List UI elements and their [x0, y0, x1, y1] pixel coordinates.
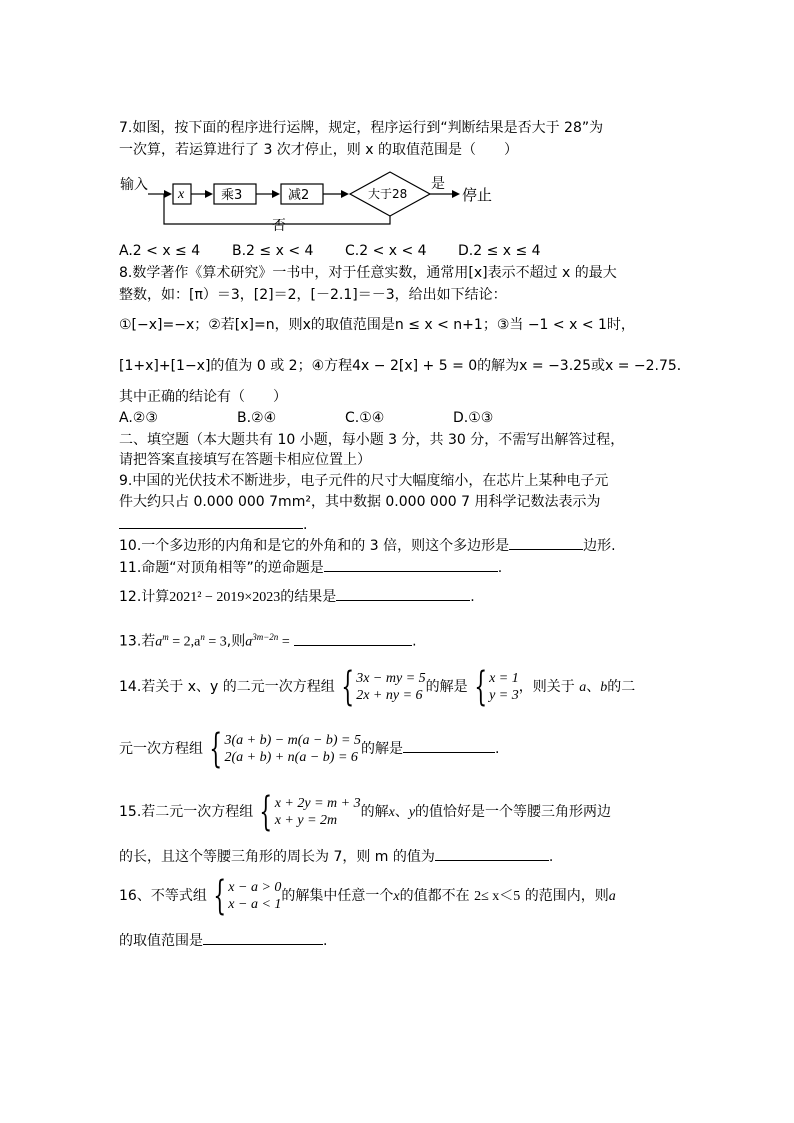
q7-option-d[interactable]: D.2 ≤ x ≤ 4 — [458, 243, 541, 259]
q14-system1: { 3x − my = 5 2x + ny = 6 — [341, 664, 426, 710]
q14-answer-blank[interactable] — [403, 738, 495, 753]
section2-line2: 请把答案直接填写在答题卡相应位置上） — [119, 452, 371, 468]
flow-no-label: 否 — [272, 218, 286, 232]
q16-mid: 的解集中任意一个 — [281, 888, 394, 904]
q16-answer-blank[interactable] — [203, 930, 323, 945]
q16-range: 2≤ x＜5 — [474, 889, 521, 904]
q10-tail: 边形. — [583, 538, 616, 554]
q15-sep: 、 — [394, 804, 409, 820]
q9-line1: 9.中国的光伏技术不断进步，电子元件的尺寸大幅度缩小，在芯片上某种电子元 — [119, 473, 609, 489]
q15-end: . — [548, 849, 554, 865]
q12-text: 12.计算 — [119, 589, 170, 605]
flow-stop-label: 停止 — [462, 186, 493, 204]
q7-option-a[interactable]: A.2 < x ≤ 4 — [119, 243, 201, 259]
q12-tail: . — [470, 589, 475, 605]
q15-line1 — [119, 789, 612, 835]
q15-sys-eq2: x + y = 2m — [274, 813, 338, 828]
flow-x-label: x — [178, 187, 185, 202]
q15-text: 15.若二元一次方程组 — [119, 804, 254, 820]
q12-expr: 2021² − 2019×2023 — [169, 590, 281, 605]
q14-solution: { x = 1 y = 3 — [474, 664, 519, 710]
q15-answer-blank[interactable] — [435, 846, 549, 861]
q16-system: { x − a > 0 x − a < 1 — [213, 873, 282, 919]
q16-x: x — [393, 889, 400, 904]
q13-sup1: m — [162, 632, 169, 642]
q11-tail: . — [497, 560, 503, 576]
q15-system: { x + 2y = m + 3 x + y = 2m — [259, 789, 361, 835]
q16-line2 — [119, 930, 327, 951]
q10-line — [119, 535, 616, 556]
q8-line4: [1+x]+[1−x]的值为 0 或 2；④方程4x − 2[x] + 5 = 0的解为x = −3.25或x = −2.75． — [119, 358, 691, 374]
q14-line1 — [119, 664, 636, 710]
q14-sol-x: x = 1 — [489, 671, 519, 686]
q16-mid2: 的值都不在 — [399, 888, 470, 904]
q16-a: a — [608, 889, 616, 904]
q8-options — [119, 408, 493, 428]
q13-tail: . — [412, 633, 417, 650]
q8-option-c[interactable]: C.①④ — [345, 410, 385, 426]
q11-line — [119, 557, 502, 578]
q14-tail1: ，则关于 — [518, 679, 575, 695]
q8-line5: 其中正确的结论有（ ） — [119, 389, 287, 405]
q13-expr1: a — [155, 634, 163, 650]
q9-answer-line — [119, 514, 307, 535]
q13-mid: ,则 — [226, 633, 246, 650]
flow-judge-label: 大于28 — [368, 187, 408, 201]
q12-answer-blank[interactable] — [336, 586, 470, 601]
q14-sys2-eq1: 3(a + b) − m(a − b) = 5 — [224, 733, 362, 748]
q8-option-d[interactable]: D.①③ — [453, 410, 494, 426]
q14-sep: 、 — [586, 679, 601, 695]
q13-expr2: = 2,a — [168, 634, 201, 650]
section2-line1: 二、填空题（本大题共有 10 小题，每小题 3 分，共 30 分，不需写出解答过程， — [119, 432, 625, 448]
q15-mid: 的解 — [360, 804, 389, 820]
q10-answer-blank[interactable] — [509, 535, 583, 550]
q14-a: a — [579, 680, 587, 695]
q16-end: . — [323, 933, 328, 949]
q13-line — [119, 627, 417, 653]
q11-text: 11.命题“对顶角相等”的逆命题是 — [119, 560, 324, 576]
q7-option-b[interactable]: B.2 ≤ x < 4 — [232, 243, 314, 259]
q16-tail: 的范围内，则 — [524, 888, 609, 904]
q14-b: b — [600, 680, 608, 695]
q15-y: y — [408, 805, 416, 820]
q9-line2: 件大约只占 0.000 000 7mm²，其中数据 0.000 000 7 用科学记数法表示为 — [119, 494, 601, 510]
q8-line2: 整数，如：[π）＝3，[2]＝2，[－2.1]＝－3，给出如下结论： — [119, 287, 507, 303]
q8-option-a[interactable]: A.②③ — [119, 410, 158, 426]
q16-sys-ineq2: x − a < 1 — [228, 897, 282, 912]
q14-line2-text: 元一次方程组 — [119, 741, 203, 757]
q10-text: 10.一个多边形的内角和是它的外角和的 3 倍，则这个多边形是 — [119, 538, 510, 554]
q14-sys2-eq2: 2(a + b) + n(a − b) = 6 — [224, 750, 358, 765]
flow-yes-label: 是 — [431, 176, 445, 192]
q9-end: . — [303, 517, 308, 533]
q8-line1: 8.数学著作《算术研究》一书中，对于任意实数，通常用[x]表示不超过 x 的最大 — [119, 265, 617, 281]
q16-sys-ineq1: x − a > 0 — [228, 880, 282, 895]
q12-mid: 的结果是 — [280, 589, 337, 605]
q14-sol-y: y = 3 — [489, 688, 519, 703]
q14-end: . — [495, 741, 500, 757]
flow-input-label: 输入 — [120, 177, 148, 193]
q13-expr3: = 3 — [204, 634, 227, 650]
q11-answer-blank[interactable] — [324, 557, 498, 572]
flow-subtract-label: 减2 — [288, 188, 310, 203]
q14-tail2: 的二 — [607, 679, 636, 695]
q14-text: 14.若关于 x、y 的二元一次方程组 — [119, 679, 335, 695]
q15-tail: 的值恰好是一个等腰三角形两边 — [415, 804, 612, 820]
flow-multiply-label: 乘3 — [221, 188, 243, 203]
q15-line2-text: 的长，且这个等腰三角形的周长为 7，则 m 的值为 — [119, 849, 435, 865]
q12-line — [119, 586, 475, 608]
q7-line1: 7.如图，按下面的程序进行运牌，规定，程序运行到“判断结果是否大于 28”为 — [119, 120, 604, 136]
q15-line2 — [119, 846, 553, 867]
q7-line2: 一次算，若运算进行了 3 次才停止，则 x 的取值范围是（ ） — [119, 142, 518, 158]
q7-option-c[interactable]: C.2 < x < 4 — [345, 243, 427, 259]
q13-sup4: 3m−2n — [252, 632, 279, 642]
q14-system2: { 3(a + b) − m(a − b) = 5 2(a + b) + n(a − b) = 6 — [209, 726, 362, 772]
q14-sys1-eq2: 2x + ny = 6 — [356, 688, 423, 703]
q14-mid2: 的解是 — [361, 741, 404, 757]
q13-expr4: a — [245, 634, 253, 650]
q8-line3: ①[−x]=−x；②若[x]=n，则x的取值范围是n ≤ x < n+1；③当 −1 < x < 1时， — [119, 317, 635, 333]
q16-line1 — [119, 873, 616, 919]
q8-option-b[interactable]: B.②④ — [237, 410, 277, 426]
q14-sys1-eq1: 3x − my = 5 — [356, 671, 426, 686]
q14-line2 — [119, 726, 500, 772]
q16-text: 16、不等式组 — [119, 888, 207, 904]
q13-sup2: n — [200, 632, 205, 642]
q13-expr5: = — [278, 634, 290, 650]
q7-flowchart — [118, 170, 498, 232]
q14-mid: 的解是 — [425, 679, 468, 695]
q15-x: x — [388, 805, 395, 820]
q9-answer-blank[interactable] — [119, 514, 303, 529]
q15-sys-eq1: x + 2y = m + 3 — [274, 796, 361, 811]
q7-options — [119, 241, 541, 261]
q13-answer-blank[interactable] — [294, 631, 412, 646]
q13-text: 13.若 — [119, 633, 156, 650]
q16-line2-text: 的取值范围是 — [119, 933, 203, 949]
